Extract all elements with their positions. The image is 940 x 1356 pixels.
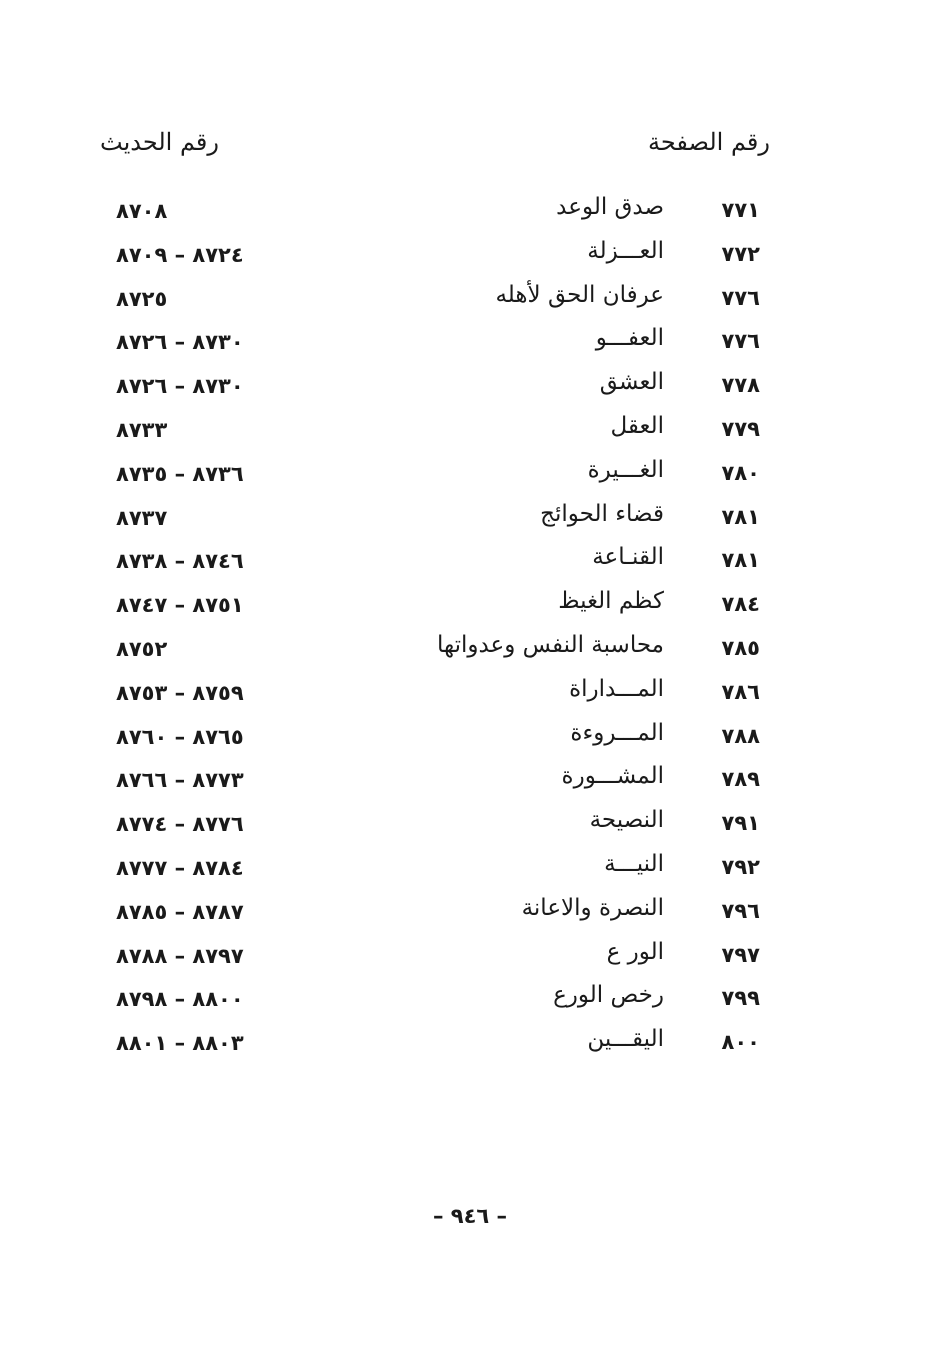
hadith-range: ٨٧٦٥ – ٨٧٦٠ <box>116 724 244 749</box>
table-row <box>0 365 940 409</box>
table-row <box>0 1022 940 1066</box>
hadith-range: ٨٧٨٤ – ٨٧٧٧ <box>116 855 244 880</box>
table-row <box>0 978 940 1022</box>
page-number: ٧٧٦ <box>721 285 760 310</box>
topic-title: المشـــورة <box>561 763 664 790</box>
table-row <box>0 628 940 672</box>
hadith-range: ٨٨٠٠ – ٨٧٩٨ <box>116 987 244 1012</box>
table-row <box>0 891 940 935</box>
page-number: ٧٨٦ <box>721 679 760 704</box>
table-row <box>0 803 940 847</box>
footer-page-number: – ٩٤٦ – <box>432 1204 508 1228</box>
page-number: ٧٩٢ <box>721 854 760 879</box>
hadith-range: ٨٧٤٦ – ٨٧٣٨ <box>116 549 244 574</box>
table-row <box>0 672 940 716</box>
topic-title: المـــروءة <box>570 719 664 746</box>
topic-title: رخص الورع <box>553 982 664 1009</box>
page-number: ٧٨٩ <box>721 767 760 792</box>
hadith-range: ٨٧٠٨ <box>116 199 168 223</box>
topic-title: العفـــو <box>595 325 664 352</box>
hadith-range: ٨٧٢٤ – ٨٧٠٩ <box>116 242 244 267</box>
table-row <box>0 278 940 322</box>
hadith-range: ٨٧٣٧ <box>116 505 168 530</box>
index-table <box>0 190 940 1066</box>
page-number: ٧٨٨ <box>721 723 760 748</box>
table-row <box>0 759 940 803</box>
topic-title: النصرة والاعانة <box>521 894 664 921</box>
hadith-range: ٨٧٥١ – ٨٧٤٧ <box>116 593 244 618</box>
topic-title: المـــداراة <box>569 675 664 702</box>
topic-title: اليقـــين <box>587 1026 664 1053</box>
page-number: ٧٧٢ <box>721 241 760 266</box>
page-number: ٧٨٤ <box>721 592 760 617</box>
topic-title: العـــزلة <box>587 237 664 264</box>
page-number: ٧٨٠ <box>721 460 760 485</box>
hadith-range: ٨٧٩٧ – ٨٧٨٨ <box>116 943 244 968</box>
topic-title: العقل <box>610 412 664 439</box>
page-number: ٧٨٥ <box>721 635 760 660</box>
page-number: ٧٨١ <box>721 504 760 529</box>
page-number: ٧٩٦ <box>721 898 760 923</box>
hadith-range: ٨٧٧٦ – ٨٧٧٤ <box>116 812 244 837</box>
topic-title: القنـاعة <box>592 544 664 571</box>
table-row <box>0 716 940 760</box>
page-number: ٧٧٩ <box>721 416 760 441</box>
table-row <box>0 935 940 979</box>
page-number: ٧٩٧ <box>721 942 760 967</box>
page-number: ٧٧٨ <box>721 373 760 398</box>
table-row <box>0 321 940 365</box>
hadith-range: ٨٧٧٣ – ٨٧٦٦ <box>116 768 244 793</box>
page-number-column-header: رقم الصفحة <box>648 128 770 156</box>
topic-title: العشق <box>599 369 664 396</box>
page-number: ٧٧١ <box>721 198 760 222</box>
hadith-range: ٨٧٣٠ – ٨٧٢٦ <box>116 374 244 399</box>
hadith-range: ٨٨٠٣ – ٨٨٠١ <box>116 1031 244 1056</box>
table-row <box>0 409 940 453</box>
topic-title: محاسبة النفس وعدواتها <box>436 631 664 658</box>
page-number: ٧٩٩ <box>721 986 760 1011</box>
hadith-range: ٨٧٣٦ – ٨٧٣٥ <box>116 461 244 486</box>
table-row <box>0 847 940 891</box>
page-number: ٧٨١ <box>721 548 760 573</box>
topic-title: كظم الغيظ <box>558 588 664 615</box>
topic-title: النصيحة <box>589 807 664 834</box>
topic-title: النيـــة <box>604 850 664 877</box>
topic-title: عرفان الحق لأهله <box>495 281 664 308</box>
table-row <box>0 584 940 628</box>
hadith-range: ٨٧٨٧ – ٨٧٨٥ <box>116 899 244 924</box>
table-row <box>0 190 940 234</box>
page-number: ٨٠٠ <box>721 1030 760 1055</box>
hadith-range: ٨٧٥٩ – ٨٧٥٣ <box>116 680 244 705</box>
hadith-number-column-header: رقم الحديث <box>100 128 219 156</box>
topic-title: الور ع <box>606 938 664 965</box>
table-row <box>0 540 940 584</box>
page-number: ٧٩١ <box>721 811 760 836</box>
hadith-range: ٨٧٥٢ <box>116 636 168 661</box>
hadith-range: ٨٧٣٠ – ٨٧٢٦ <box>116 330 244 355</box>
topic-title: قضاء الحوائج <box>540 500 664 527</box>
hadith-range: ٨٧٣٣ <box>116 417 168 442</box>
page-number: ٧٧٦ <box>721 329 760 354</box>
hadith-range: ٨٧٢٥ <box>116 286 168 311</box>
topic-title: الغـــيرة <box>587 456 664 483</box>
topic-title: صدق الوعد <box>556 194 664 220</box>
table-row <box>0 497 940 541</box>
table-row <box>0 234 940 278</box>
table-row <box>0 453 940 497</box>
